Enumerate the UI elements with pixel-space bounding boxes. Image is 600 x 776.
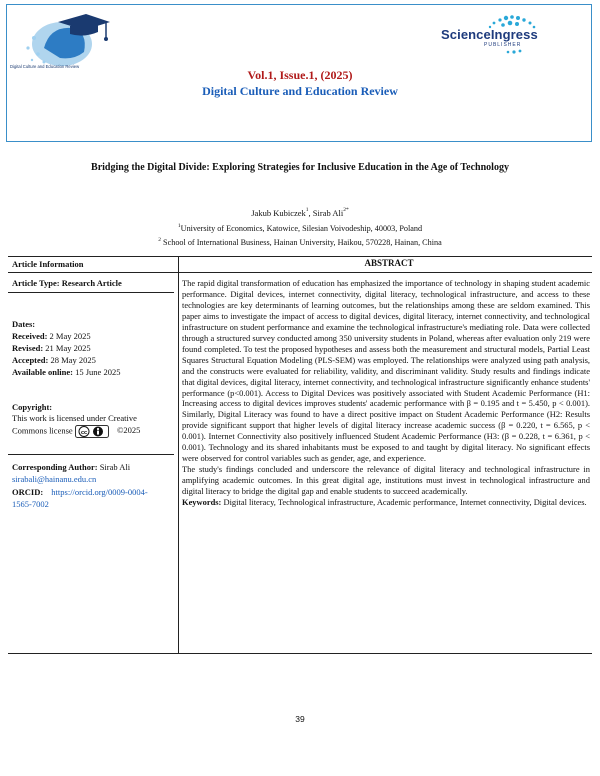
accepted-date: [12, 355, 96, 366]
author-affiliation-mark: 2*: [343, 207, 349, 213]
copyright-label: Copyright:: [12, 402, 53, 412]
logo-caption: Digital Culture and Education Review: [10, 64, 80, 69]
received-value: 2 May 2025: [49, 331, 91, 341]
corresponding-author: [12, 462, 130, 473]
online-value: 15 June 2025: [75, 367, 121, 377]
copyright-text: This work is licensed under Creative: [12, 413, 137, 423]
revised-label: Revised:: [12, 343, 44, 353]
orcid-label: ORCID:: [12, 487, 44, 497]
copyright-license: [12, 425, 140, 438]
author-affiliation-mark: 1: [305, 207, 309, 213]
license-text: Commons license: [12, 425, 73, 436]
author-name: Jakub Kubiczek: [251, 208, 306, 218]
dates-label: Dates:: [12, 319, 36, 329]
keywords: [182, 497, 590, 508]
revised-date: [12, 343, 91, 354]
svg-text:cc: cc: [80, 430, 87, 436]
received-label: Received:: [12, 331, 48, 341]
author-line: [0, 208, 600, 218]
corresponding-email-link[interactable]: sirabali@hainanu.edu.cn: [12, 474, 97, 484]
affiliation-2: [0, 238, 600, 247]
orcid-link[interactable]: https://orcid.org/0009-0004-: [51, 487, 148, 497]
table-rule: [8, 653, 592, 654]
affiliation-text: School of International Business, Hainan University, Haikou, 570228, Hainan, China: [163, 238, 442, 247]
keywords-text: Digital literacy, Technological infrastructure, Academic performance, Internet connectivity, Digital devices.: [223, 497, 587, 508]
publisher-name: ScienceIngress: [441, 27, 538, 42]
creative-commons-by-icon[interactable]: [75, 425, 109, 438]
article-info-table: [8, 256, 592, 654]
affiliation-text: University of Economics, Katowice, Silesian Voivodeship, 40003, Poland: [180, 224, 423, 233]
abstract-paragraph: The rapid digital transformation of education has emphasized the importance of technology in shaping student academic performance. Digital devices, internet connectivity, digital literacy, technological infrastructure, and access to these technologies are key determinants of learning outcomes, but the relationships among these are seldom examined. This paper aims to investigate the impact of access to digital devices, digital literacy, internet connectivity, and technological infrastructure on student performance and examine the technological infrastructure's mediating role. Data were collected through a structured survey conducted among 350 university students in Poland, whereas after evaluation only 219 were found completed. To test the proposed hypotheses and assess both the measurement and structural models, Partial Least Squares Structural Equation Modeling (PLS-SEM) was employed. The relationships were analyzed using path analysis, and the constructs were evaluated for reliability, validity, and discriminant validity. Study results and findings indicate that digital devices, digital literacy, internet connectivity, and technological infrastructure significantly enhance students' performance (p<0.001). Access to Digital Devices was positively associated with Student Academic Performance (H1: Increasing access to digital devices improves students' academic performance with β = 0.195 and t = 5.450, p < 0.001). Similarly, Digital Literacy was found to have a direct positive impact on Student Academic Performance (H2: Results provide significant support that higher levels of digital literacy increase academic success (β = 0.220, t = 6.565, p < 0.001). Internet Connectivity also positively influenced Student Academic Performance (H3: (β = 0.228, t = 6.361, p < 0.001). Technology and its shared inhabitants must be exposed to and taught by digital literacy. No significant effects were observed for control variables such as gender, age, and experience.: [182, 278, 590, 464]
publisher-subtitle: PUBLISHER: [484, 42, 522, 48]
volume-issue: Vol.1, Issue.1, (2025): [247, 68, 353, 82]
table-rule: [8, 454, 174, 455]
table-rule: [8, 256, 592, 257]
corresponding-name: Sirab Ali: [99, 462, 131, 472]
abstract-paragraph: The study's findings concluded and underscore the relevance of digital literacy and technological infrastructure in amplifying academic outcomes. In this great digital age, institutions must invest in technological infrastructure and digital literacy to bridge the digital gap and enable students to succeed academically.: [182, 464, 590, 497]
table-rule: [8, 272, 592, 273]
revised-value: 21 May 2025: [45, 343, 91, 353]
accepted-value: 28 May 2025: [50, 355, 96, 365]
orcid-link-continued[interactable]: 1565-7002: [12, 499, 49, 509]
affiliation-mark: 1: [177, 223, 181, 229]
author-separator: ,: [308, 208, 313, 218]
article-info-heading: Article Information: [12, 259, 84, 269]
orcid-line: [12, 487, 148, 498]
corresponding-label: Corresponding Author:: [12, 462, 98, 472]
copyright-year: ©2025: [116, 425, 141, 436]
abstract-body: [182, 278, 590, 508]
article-type: Article Type: Research Article: [12, 278, 122, 288]
online-label: Available online:: [12, 367, 73, 377]
table-rule: [8, 292, 174, 293]
accepted-label: Accepted:: [12, 355, 49, 365]
article-title: Bridging the Digital Divide: Exploring Strategies for Inclusive Education in the Age of Technology: [91, 162, 509, 173]
affiliation-1: [0, 224, 600, 233]
online-date: [12, 367, 120, 378]
affiliation-mark: 2: [158, 237, 161, 243]
abstract-heading: ABSTRACT: [364, 258, 414, 268]
keywords-label: Keywords:: [182, 497, 222, 508]
author-name: Sirab Ali: [312, 208, 344, 218]
journal-logo-graduation-cap-icon: [14, 8, 114, 70]
received-date: [12, 331, 91, 342]
page-number: 39: [295, 714, 305, 724]
table-column-divider: [178, 256, 179, 654]
journal-name: Digital Culture and Education Review: [202, 84, 398, 98]
